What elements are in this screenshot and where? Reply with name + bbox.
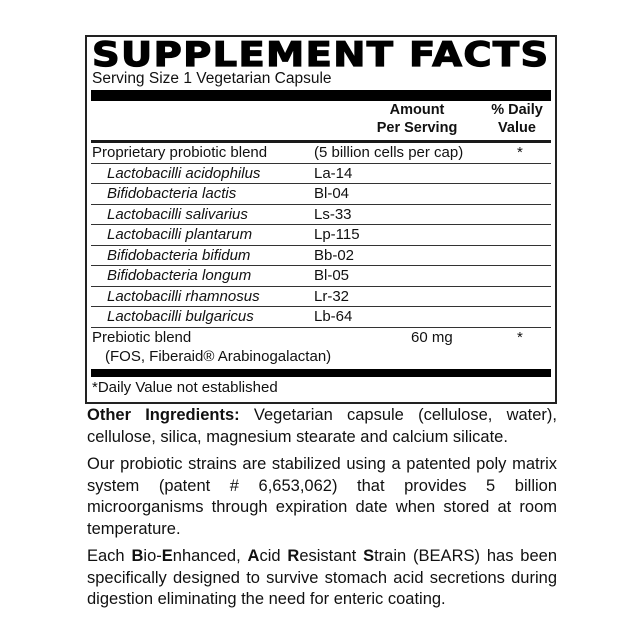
strain-name: Lactobacilli rhamnosus: [107, 287, 260, 305]
strain-code: Lb-64: [314, 308, 353, 325]
table-row: [91, 287, 551, 308]
table-row: [91, 205, 551, 226]
table-row: [91, 164, 551, 185]
bold-initial: S: [363, 547, 375, 565]
dv-header-line1: % Daily: [491, 102, 543, 118]
bold-initial: E: [161, 547, 173, 565]
stability-paragraph: Our probiotic strains are stabilized using a patented poly matrix system (patent # 6,653,062) that provides 5 billion microorganisms through expiration date when stored at room temperature.: [87, 455, 557, 538]
thick-divider-top: [91, 90, 551, 101]
bold-initial: B: [131, 547, 144, 565]
table-row: [91, 225, 551, 246]
dv-header-line2: Value: [498, 120, 536, 136]
ingredient-dv: *: [517, 328, 523, 346]
daily-value-header: [477, 101, 557, 137]
thick-divider-bottom: [91, 369, 551, 377]
strain-name: Lactobacilli bulgaricus: [107, 308, 254, 325]
strain-name: Lactobacilli plantarum: [107, 226, 253, 243]
table-row: [91, 266, 551, 287]
text-fragment: esistant: [299, 547, 364, 565]
ingredient-amount: 60 mg: [411, 328, 453, 346]
daily-value-footnote: *Daily Value not established: [92, 379, 278, 396]
table-row: [91, 307, 551, 328]
supplement-facts-panel: [85, 35, 557, 404]
ingredient-amount: (5 billion cells per cap): [314, 144, 464, 161]
strain-name: Lactobacilli salivarius: [107, 205, 248, 223]
strain-code: Lr-32: [314, 287, 350, 305]
ingredient-name: Proprietary probiotic blend: [92, 144, 268, 161]
table-row-prebiotic-blend: [91, 328, 551, 368]
table-row: [91, 184, 551, 205]
serving-size: Serving Size 1 Vegetarian Capsule: [92, 70, 332, 87]
ingredient-subtext: (FOS, Fiberaid® Arabinogalactan): [105, 347, 332, 365]
strain-code: Lp-115: [314, 226, 360, 243]
strain-code: La-14: [314, 164, 353, 182]
strain-name: Lactobacilli acidophilus: [107, 164, 261, 182]
bold-initial: R: [287, 547, 300, 565]
bears-paragraph: [87, 546, 557, 611]
facts-table: [91, 143, 551, 368]
table-row: [91, 246, 551, 267]
strain-code: Bb-02: [314, 246, 355, 264]
panel-title: SUPPLEMENT FACTS: [92, 35, 550, 75]
bold-initial: A: [247, 547, 260, 565]
other-ingredients-paragraph: [87, 405, 557, 448]
ingredient-dv: *: [517, 144, 523, 161]
amount-header-line1: Amount: [389, 102, 445, 118]
table-row-proprietary-blend: [91, 143, 551, 164]
strain-name: Bifidobacteria bifidum: [107, 246, 251, 264]
strain-code: Ls-33: [314, 205, 352, 223]
text-fragment: train (BEARS) has been specifically designed to survive stomach acid secretions during digestion eliminating the need for enteric coating.: [87, 547, 558, 608]
strain-code: Bl-05: [314, 267, 350, 284]
other-ingredients-text: Vegetarian capsule (cellulose, water), cellulose, silica, magnesium stearate and calcium silicate.: [87, 406, 557, 446]
amount-per-serving-header: [362, 101, 472, 137]
strain-name: Bifidobacteria longum: [107, 267, 252, 284]
strain-name: Bifidobacteria lactis: [107, 185, 237, 202]
ingredient-name: Prebiotic blend: [92, 328, 192, 346]
text-fragment: nhanced,: [172, 547, 248, 565]
text-fragment: io-: [143, 547, 162, 565]
amount-header-line2: Per Serving: [376, 120, 458, 136]
other-ingredients-label: Other Ingredients:: [87, 406, 240, 424]
strain-code: Bl-04: [314, 185, 350, 202]
text-fragment: Each: [87, 547, 132, 565]
text-fragment: cid: [259, 547, 288, 565]
